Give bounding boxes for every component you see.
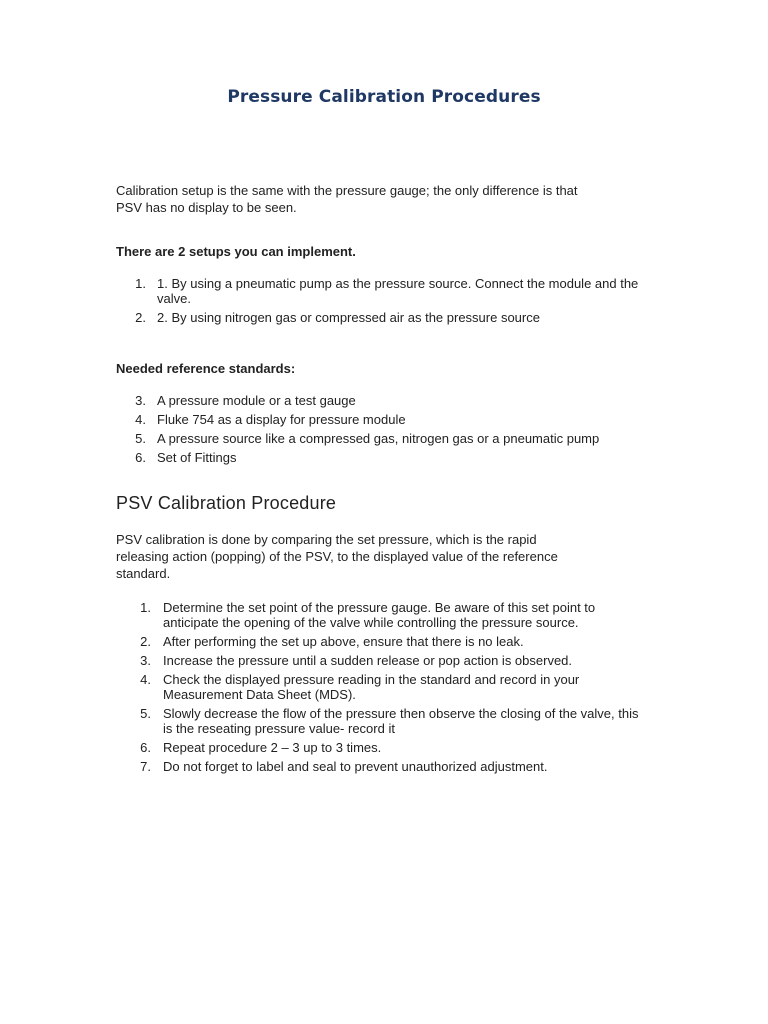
- list-item: [133, 706, 643, 736]
- list-item: [133, 740, 643, 755]
- list-item-number: 5.: [135, 431, 146, 446]
- standards-list: [130, 393, 640, 469]
- list-item-number: 6.: [135, 450, 146, 465]
- list-item-number: 1.: [135, 276, 146, 291]
- list-item: [130, 310, 640, 325]
- list-item: [133, 653, 643, 668]
- setups-list: [130, 276, 640, 329]
- list-item-text: Repeat procedure 2 – 3 up to 3 times.: [163, 740, 382, 755]
- list-item-text: A pressure module or a test gauge: [157, 393, 356, 408]
- procedure-steps-list: [133, 600, 643, 778]
- list-item-number: 2.: [135, 310, 146, 325]
- standards-heading: Needed reference standards:: [116, 361, 296, 376]
- list-item-text: Increase the pressure until a sudden release or pop action is observed.: [163, 653, 573, 668]
- list-item-number: 6.: [140, 740, 151, 755]
- list-item-number: 1.: [140, 600, 151, 615]
- list-item-number: 4.: [135, 412, 146, 427]
- intro-paragraph: Calibration setup is the same with the pressure gauge; the only difference is that PSV has no display to be seen.: [116, 183, 578, 215]
- page-title: Pressure Calibration Procedures: [227, 87, 541, 107]
- setups-heading: There are 2 setups you can implement.: [116, 244, 356, 259]
- list-item-number: 4.: [140, 672, 151, 687]
- list-item-text: After performing the set up above, ensure that there is no leak.: [163, 634, 524, 649]
- list-item: [130, 393, 640, 408]
- list-item: [133, 759, 643, 774]
- list-item-text: 2. By using nitrogen gas or compressed air as the pressure source: [157, 310, 540, 325]
- procedure-intro-paragraph: PSV calibration is done by comparing the set pressure, which is the rapid releasing action (popping) of the PSV, to the displayed value of the reference standard.: [116, 532, 558, 581]
- list-item: [130, 276, 640, 306]
- list-item-text: Do not forget to label and seal to prevent unauthorized adjustment.: [163, 759, 548, 774]
- list-item-number: 2.: [140, 634, 151, 649]
- list-item-number: 3.: [135, 393, 146, 408]
- list-item-text: Determine the set point of the pressure gauge. Be aware of this set point to anticipate the opening of the valve while controlling the pressure source.: [163, 600, 596, 630]
- list-item: [133, 634, 643, 649]
- list-item: [130, 412, 640, 427]
- list-item-text: A pressure source like a compressed gas, nitrogen gas or a pneumatic pump: [157, 431, 600, 446]
- list-item: [130, 431, 640, 446]
- list-item: [133, 600, 643, 630]
- list-item-number: 7.: [140, 759, 151, 774]
- procedure-heading: PSV Calibration Procedure: [116, 493, 337, 513]
- list-item-text: Check the displayed pressure reading in the standard and record in your Measurement Data Sheet (MDS).: [163, 672, 580, 702]
- list-item: [130, 450, 640, 465]
- list-item-text: 1. By using a pneumatic pump as the pressure source. Connect the module and the valve.: [157, 276, 639, 306]
- list-item-text: Slowly decrease the flow of the pressure then observe the closing of the valve, this is the reseating pressure value- record it: [163, 706, 639, 736]
- list-item-number: 5.: [140, 706, 151, 721]
- list-item-number: 3.: [140, 653, 151, 668]
- list-item: [133, 672, 643, 702]
- list-item-text: Set of Fittings: [157, 450, 237, 465]
- list-item-text: Fluke 754 as a display for pressure module: [157, 412, 406, 427]
